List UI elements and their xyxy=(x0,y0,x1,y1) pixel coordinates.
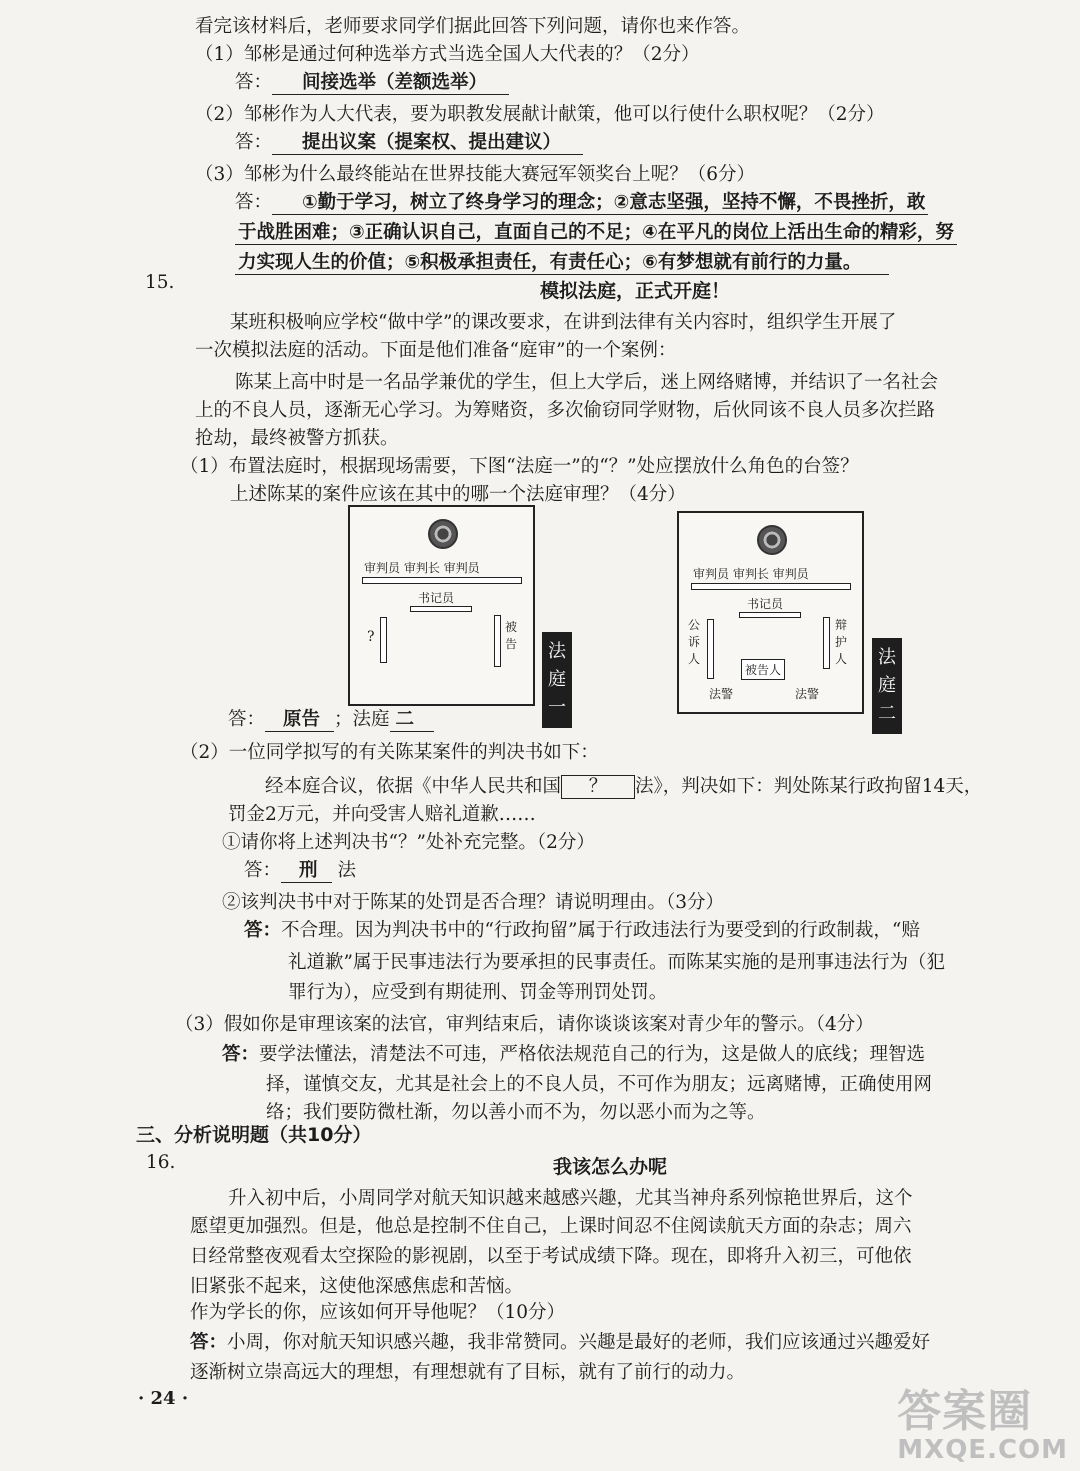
answer-prefix: 答： xyxy=(244,860,282,881)
paragraph: 愿望更加强烈。但是，他总是控制不住自己，上课时间忍不住阅读航天方面的杂志；周六 xyxy=(190,1216,912,1237)
police-left-label: 法警 xyxy=(709,687,734,701)
answer-court: 二 xyxy=(390,709,435,732)
unknown-role-label: ? xyxy=(367,629,375,645)
answer-prefix: 答： xyxy=(235,72,273,93)
answer-15-3-line1 xyxy=(222,1040,925,1070)
verdict-line1 xyxy=(265,772,982,802)
answer-16-line1 xyxy=(190,1328,930,1358)
answer-14-3-line3 xyxy=(235,248,889,278)
question-15-2-1: ①请你将上述判决书“？”处补充完整。（2分） xyxy=(222,832,595,853)
answer-14-3-line2 xyxy=(235,218,957,248)
answer-mid: ；法庭 xyxy=(334,709,390,730)
court-diagram-one xyxy=(348,505,535,706)
judges-bench xyxy=(691,583,851,590)
answer-15-2-2-line1 xyxy=(244,916,920,946)
paragraph: 旧紧张不起来，这使他深感焦虑和苦恼。 xyxy=(190,1276,524,1297)
question-15-2: （2）一位同学拟写的有关陈某案件的判决书如下： xyxy=(180,742,599,763)
court-tag-text: 法庭二 xyxy=(878,647,896,724)
answer-text: 于战胜困难；③正确认识自己，直面自己的不足；④在平凡的岗位上活出生命的精彩，努 xyxy=(235,222,957,245)
question-16-prompt: 作为学长的你，应该如何开导他呢？（10分） xyxy=(190,1302,566,1323)
prosecutor-desk xyxy=(707,619,714,679)
answer-role: 原告 xyxy=(265,709,334,732)
question-15-3: （3）假如你是审理该案的法官，审判结束后，请你谈谈该案对青少年的警示。（4分） xyxy=(175,1014,874,1035)
watermark-big: 答案圈 xyxy=(897,1386,1033,1437)
answer-14-2 xyxy=(235,128,583,158)
answer-16-line2: 逐渐树立崇高远大的理想，有理想就有了目标，就有了前行的动力。 xyxy=(190,1362,746,1383)
paragraph: 升入初中后，小周同学对航天知识越来越感兴趣，尤其当神舟系列惊艳世界后，这个 xyxy=(228,1188,913,1209)
national-emblem-icon xyxy=(757,525,787,555)
court-tag-text: 法庭一 xyxy=(548,641,566,718)
paragraph: 日经常整夜观看太空探险的影视剧，以至于考试成绩下降。现在，即将升入初三，可他依 xyxy=(190,1246,912,1267)
police-right-label: 法警 xyxy=(795,687,820,701)
answer-15-3-line2: 择，谨慎交友，尤其是社会上的不良人员，不可作为朋友；远离赌博，正确使用网 xyxy=(266,1074,933,1095)
question-14-3: （3）邹彬为什么最终能站在世界技能大赛冠军领奖台上呢？（6分） xyxy=(195,164,756,185)
answer-text: 刑 xyxy=(281,860,332,883)
clerk-desk xyxy=(739,612,801,618)
answer-text: 间接选举（差额选举） xyxy=(272,72,509,95)
prosecutor-label: 公诉人 xyxy=(687,618,700,666)
section-heading: 三、分析说明题（共10分） xyxy=(136,1124,372,1146)
verdict-text: 经本庭合议，依据《中华人民共和国 xyxy=(265,776,562,797)
defendant-label: 被告 xyxy=(504,620,517,651)
question-16-title: 我该怎么办呢 xyxy=(553,1156,668,1178)
answer-15-2-1 xyxy=(244,856,356,886)
watermark-logo xyxy=(897,1386,1068,1465)
court-diagram-two xyxy=(677,511,864,714)
clerk-label: 书记员 xyxy=(747,597,784,611)
answer-suffix: 法 xyxy=(337,860,357,881)
court-two-tag xyxy=(872,638,902,734)
defendant-desk xyxy=(494,615,501,667)
answer-text: 小周，你对航天知识感兴趣，我非常赞同。兴趣是最好的老师，我们应该通过兴趣爱好 xyxy=(227,1332,931,1353)
case-text: 陈某上高中时是一名品学兼优的学生，但上大学后，迷上网络赌博，并结识了一名社会 xyxy=(235,372,939,393)
question-number-16: 16. xyxy=(146,1152,176,1173)
paragraph: 某班积极响应学校“做中学”的课改要求，在讲到法律有关内容时，组织学生开展了 xyxy=(230,312,897,333)
judges-label: 审判员 审判长 审判员 xyxy=(693,567,809,581)
verdict-text: 法》，判决如下：判处陈某行政拘留14天， xyxy=(635,776,983,797)
question-14-2: （2）邹彬作为人大代表，要为职教发展献计献策，他可以行使什么职权呢？（2分） xyxy=(195,104,885,125)
answer-prefix: 答： xyxy=(235,132,273,153)
answer-15-3-line3: 络；我们要防微杜渐，勿以善小而不为，勿以恶小而为之等。 xyxy=(266,1102,766,1123)
defense-desk xyxy=(823,617,830,669)
answer-text: 提出议案（提案权、提出建议） xyxy=(272,132,583,155)
accused-box: 被告人 xyxy=(741,659,785,680)
answer-text: ①勤于学习，树立了终身学习的理念；②意志坚强，坚持不懈，不畏挫折，敢 xyxy=(272,192,928,215)
answer-prefix: 答： xyxy=(190,1332,228,1353)
question-15-2-2: ②该判决书中对于陈某的处罚是否合理？请说明理由。（3分） xyxy=(222,892,725,913)
answer-prefix: 答： xyxy=(228,709,266,730)
judges-label: 审判员 审判长 审判员 xyxy=(364,561,480,575)
verdict-blank-box: ？ xyxy=(561,775,635,799)
paragraph: 一次模拟法庭的活动。下面是他们准备“庭审”的一个案例： xyxy=(195,340,677,361)
answer-prefix: 答： xyxy=(222,1044,260,1065)
verdict-line2: 罚金2万元，并向受害人赔礼道歉…… xyxy=(228,804,536,825)
case-text: 抢劫，最终被警方抓获。 xyxy=(195,428,399,449)
answer-text: 要学法懂法，清楚法不可违，严格依法规范自己的行为，这是做人的底线；理智选 xyxy=(259,1044,926,1065)
clerk-desk xyxy=(410,606,472,612)
national-emblem-icon xyxy=(428,519,458,549)
answer-text: 力实现人生的价值；⑤积极承担责任，有责任心；⑥有梦想就有前行的力量。 xyxy=(235,252,889,275)
watermark-small: MXQE.COM xyxy=(897,1435,1068,1465)
question-15-1-cont: 上述陈某的案件应该在其中的哪一个法庭审理？（4分） xyxy=(230,484,686,505)
page-number: · 24 · xyxy=(138,1388,189,1409)
question-number-15: 15. xyxy=(145,272,175,293)
answer-14-3-line1 xyxy=(235,188,928,218)
answer-text: 不合理。因为判决书中的“行政拘留”属于行政违法行为要受到的行政制裁，“赔 xyxy=(281,920,920,941)
clerk-label: 书记员 xyxy=(418,591,455,605)
answer-prefix: 答： xyxy=(244,920,282,941)
case-text: 上的不良人员，逐渐无心学习。为筹赌资，多次偷窃同学财物，后伙同该不良人员多次拦路 xyxy=(195,400,936,421)
answer-15-2-2-line3: 罪行为），应受到有期徒刑、罚金等刑罚处罚。 xyxy=(288,982,668,1003)
question-14-1: （1）邹彬是通过何种选举方式当选全国人大代表的？（2分） xyxy=(195,44,700,65)
unknown-role-desk xyxy=(380,617,387,663)
answer-14-1 xyxy=(235,68,509,98)
answer-15-2-2-line2: 礼道歉”属于民事违法行为要承担的民事责任。而陈某实施的是刑事违法行为（犯 xyxy=(288,952,945,973)
question-15-title: 模拟法庭，正式开庭！ xyxy=(540,280,731,302)
answer-15-1 xyxy=(228,705,434,735)
judges-bench xyxy=(362,577,522,584)
defense-label: 辩护人 xyxy=(834,618,847,666)
intro-line: 看完该材料后，老师要求同学们据此回答下列问题，请你也来作答。 xyxy=(195,16,751,37)
answer-prefix: 答： xyxy=(235,192,273,213)
question-15-1: （1）布置法庭时，根据现场需要，下图“法庭一”的“？”处应摆放什么角色的台签？ xyxy=(180,456,859,477)
court-one-tag xyxy=(542,632,572,728)
